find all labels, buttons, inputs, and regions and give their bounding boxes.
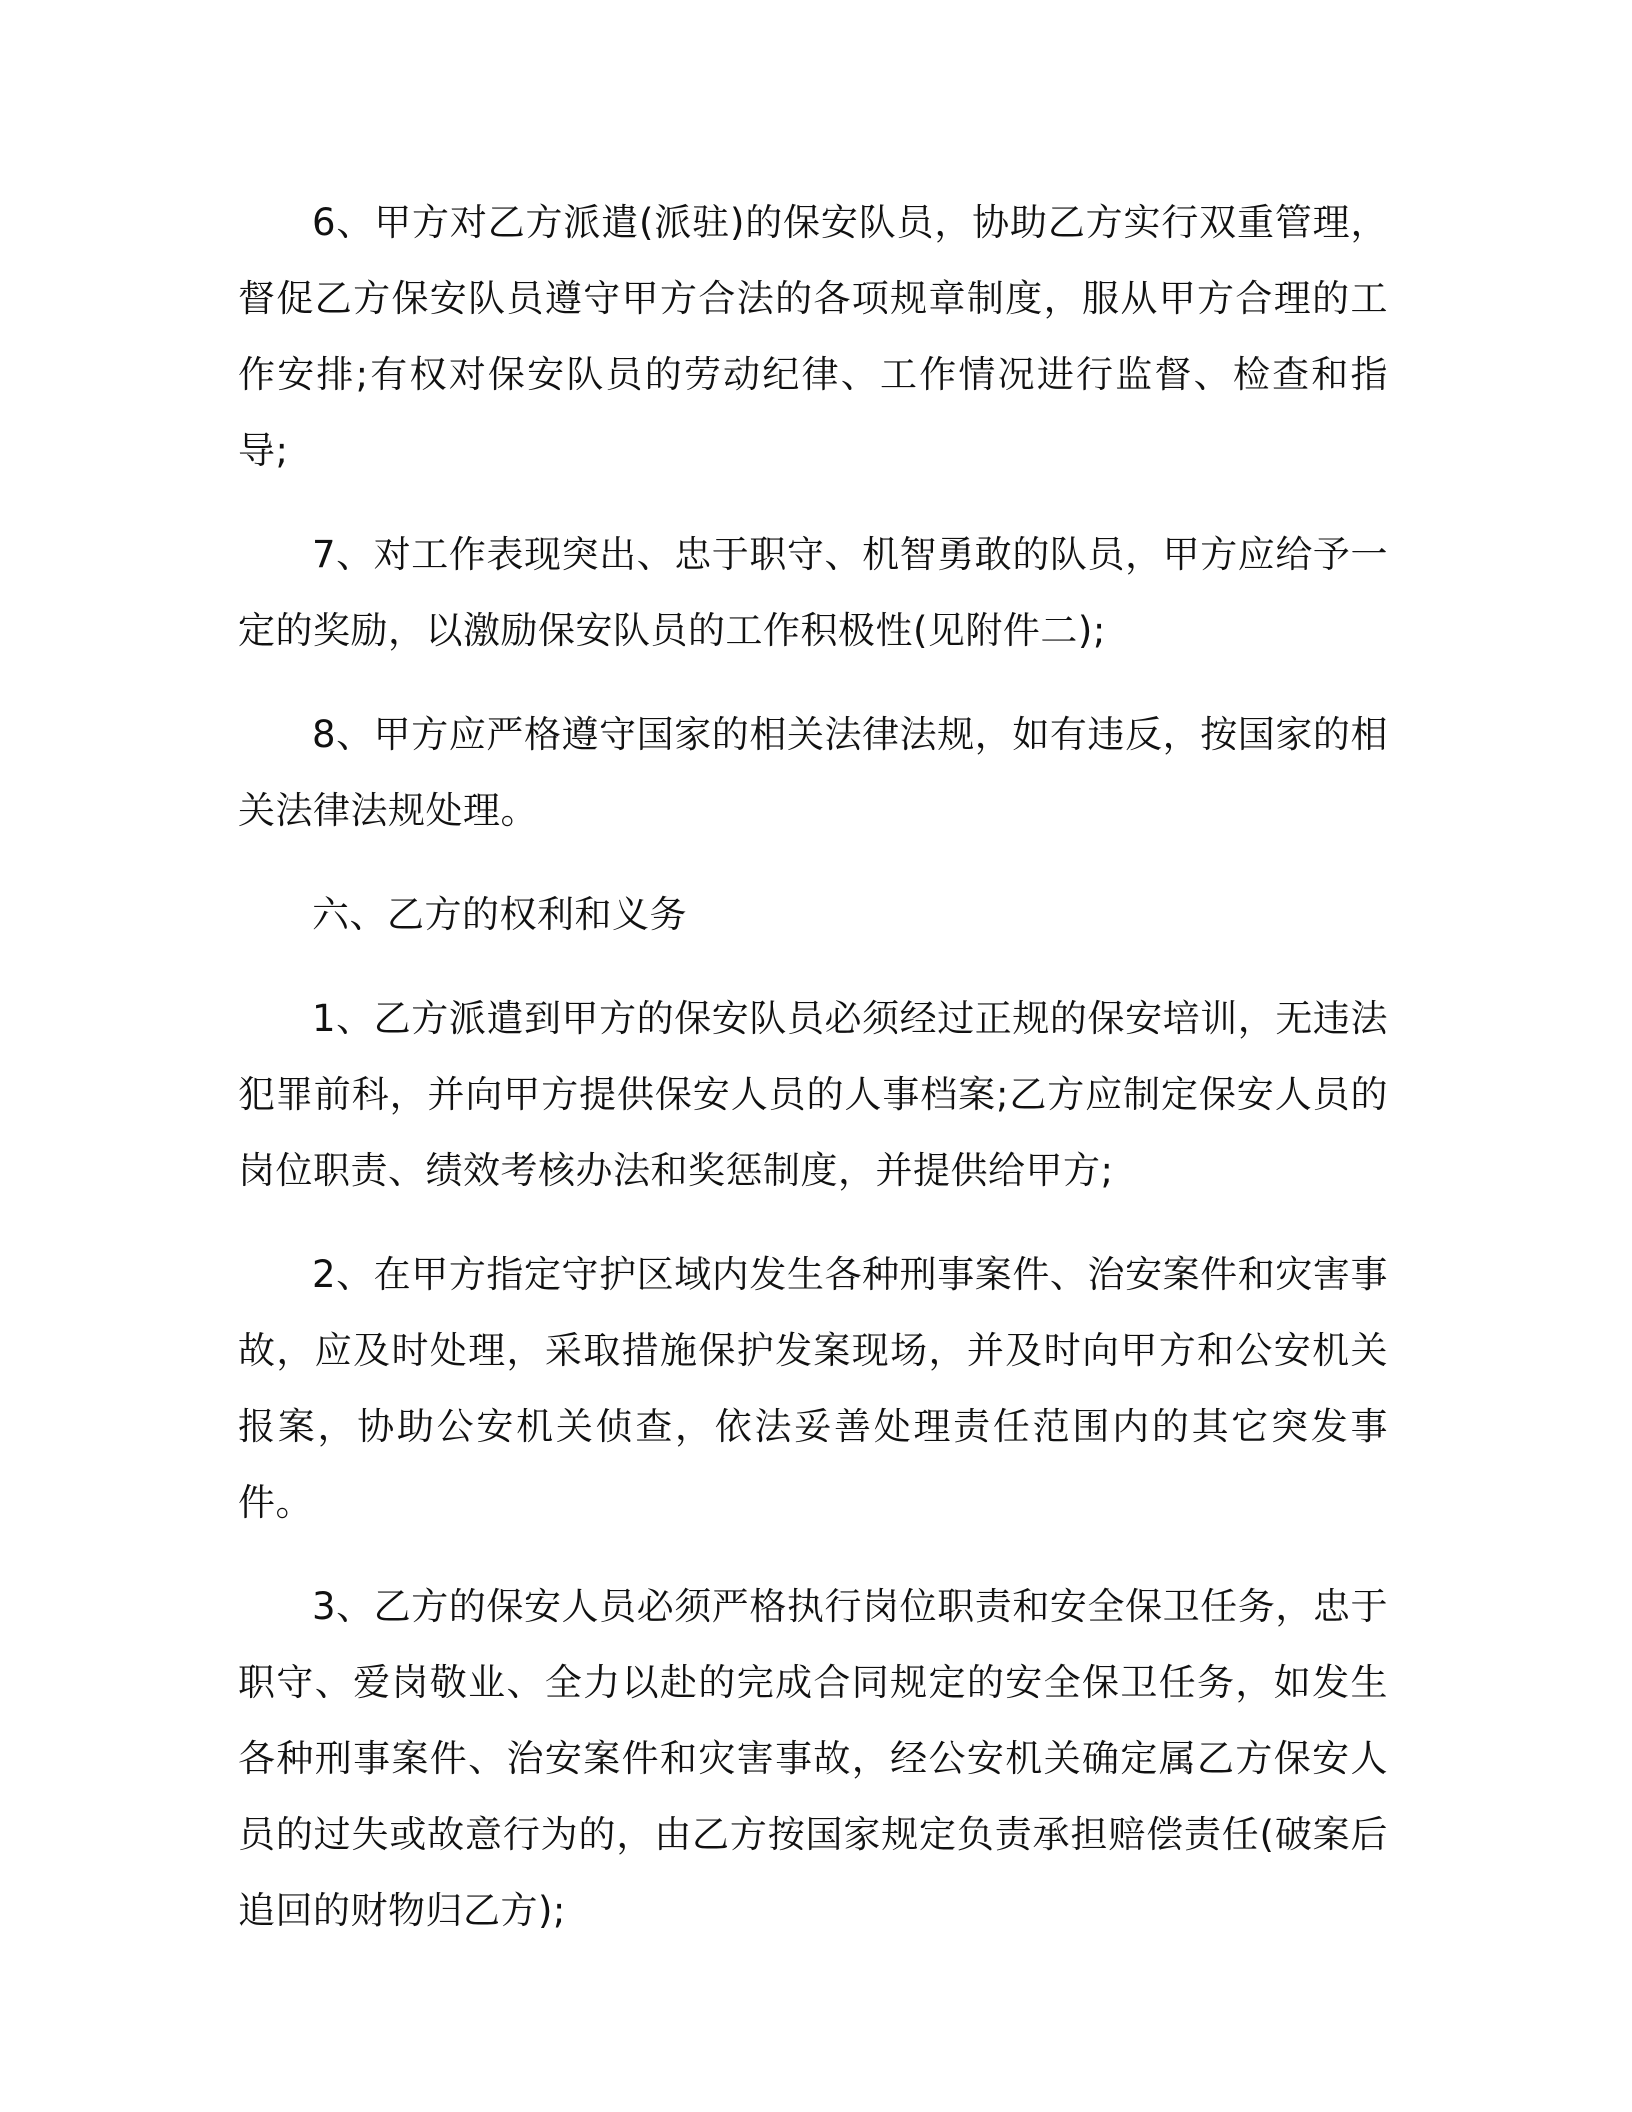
paragraph-item-8: 8、甲方应严格遵守国家的相关法律法规，如有违反，按国家的相关法律法规处理。 [238, 713, 1388, 832]
section-heading-six: 六、乙方的权利和义务 [312, 893, 687, 936]
paragraph-item-7: 7、对工作表现突出、忠于职守、机智勇敢的队员，甲方应给予一定的奖励，以激励保安队员的工作积极性(见附件二); [238, 533, 1388, 652]
paragraph-item-6: 6、甲方对乙方派遣(派驻)的保安队员，协助乙方实行双重管理，督促乙方保安队员遵守甲方合法的各项规章制度，服从甲方合理的工作安排;有权对保安队员的劳动纪律、工作情况进行监督、检查和指导; [238, 201, 1388, 472]
paragraph-item-1: 1、乙方派遣到甲方的保安队员必须经过正规的保安培训，无违法犯罪前科，并向甲方提供保安人员的人事档案;乙方应制定保安人员的岗位职责、绩效考核办法和奖惩制度，并提供给甲方; [238, 997, 1388, 1192]
document-body [238, 185, 1388, 1977]
paragraph-item-2: 2、在甲方指定守护区域内发生各种刑事案件、治安案件和灾害事故，应及时处理，采取措施保护发案现场，并及时向甲方和公安机关报案，协助公安机关侦查，依法妥善处理责任范围内的其它突发事件。 [238, 1253, 1388, 1524]
paragraph-item-3: 3、乙方的保安人员必须严格执行岗位职责和安全保卫任务，忠于职守、爱岗敬业、全力以赴的完成合同规定的安全保卫任务，如发生各种刑事案件、治安案件和灾害事故，经公安机关确定属乙方保安人员的过失或故意行为的，由乙方按国家规定负责承担赔偿责任(破案后追回的财物归乙方); [238, 1585, 1388, 1932]
